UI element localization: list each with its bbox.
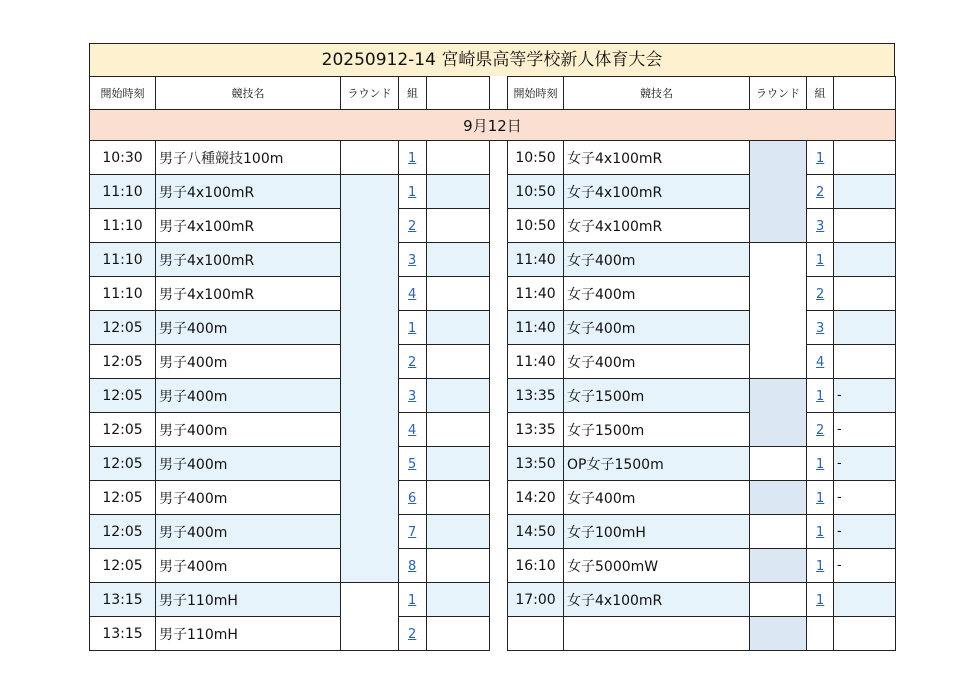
- group-cell: [399, 277, 427, 311]
- event-name: 男子400m: [156, 447, 341, 481]
- start-time: 12:05: [90, 549, 156, 583]
- note-cell: -: [834, 549, 896, 583]
- group-cell: [807, 447, 834, 481]
- start-time: 11:10: [90, 209, 156, 243]
- start-time: 10:50: [508, 141, 564, 175]
- note-cell: [427, 277, 490, 311]
- start-time: 11:40: [508, 311, 564, 345]
- event-name: 男子110mH: [156, 617, 341, 651]
- event-name: 女子4x100mR: [564, 209, 750, 243]
- group-cell: [399, 515, 427, 549]
- start-time: 10:30: [90, 141, 156, 175]
- group-link[interactable]: 1: [816, 490, 825, 506]
- start-time: 14:20: [508, 481, 564, 515]
- group-cell: [399, 345, 427, 379]
- start-time: 11:40: [508, 345, 564, 379]
- event-name: 男子4x100mR: [156, 277, 341, 311]
- start-time: 12:05: [90, 515, 156, 549]
- group-link[interactable]: 8: [408, 558, 417, 574]
- note-cell: [427, 583, 490, 617]
- group-cell: [807, 515, 834, 549]
- note-cell: [427, 379, 490, 413]
- group-cell: [399, 243, 427, 277]
- group-cell: [399, 379, 427, 413]
- table-row: [90, 243, 896, 277]
- group-cell: [807, 345, 834, 379]
- note-cell: -: [834, 447, 896, 481]
- group-cell: [807, 617, 834, 651]
- start-time: 11:10: [90, 175, 156, 209]
- event-name: 男子400m: [156, 379, 341, 413]
- group-link[interactable]: 1: [816, 252, 825, 268]
- group-cell: [807, 209, 834, 243]
- group-link[interactable]: 2: [816, 422, 825, 438]
- event-name: 女子400m: [564, 243, 750, 277]
- note-cell: -: [834, 481, 896, 515]
- table-row: [90, 617, 896, 651]
- column-separator: [490, 311, 508, 345]
- group-link[interactable]: 2: [816, 184, 825, 200]
- start-time: 11:10: [90, 277, 156, 311]
- event-name: 女子400m: [564, 481, 750, 515]
- start-time: 13:50: [508, 447, 564, 481]
- group-cell: [807, 311, 834, 345]
- start-time: 11:10: [90, 243, 156, 277]
- event-name: 男子400m: [156, 311, 341, 345]
- group-link[interactable]: 1: [408, 320, 417, 336]
- page-title: 20250912-14 宮崎県高等学校新人体育大会: [89, 43, 895, 76]
- table-row: [90, 515, 896, 549]
- table-row: [90, 583, 896, 617]
- note-cell: [427, 549, 490, 583]
- note-cell: [427, 243, 490, 277]
- start-time: 13:15: [90, 583, 156, 617]
- column-separator: [490, 413, 508, 447]
- event-name: 男子八種競技100m: [156, 141, 341, 175]
- group-cell: [399, 447, 427, 481]
- column-separator: [490, 345, 508, 379]
- event-name: OP女子1500m: [564, 447, 750, 481]
- group-cell: [399, 413, 427, 447]
- note-cell: [834, 141, 896, 175]
- header-time: 開始時刻: [508, 77, 564, 110]
- header-group: 組: [399, 77, 427, 110]
- header-note: [427, 77, 490, 110]
- start-time: 12:05: [90, 481, 156, 515]
- event-name: 男子400m: [156, 345, 341, 379]
- group-cell: [807, 413, 834, 447]
- column-separator: [490, 243, 508, 277]
- round-cell: [750, 379, 807, 447]
- group-link[interactable]: 1: [408, 184, 417, 200]
- round-cell: [750, 515, 807, 549]
- round-cell: [750, 583, 807, 617]
- start-time: 13:35: [508, 379, 564, 413]
- header-row: [90, 77, 896, 110]
- group-link[interactable]: 1: [816, 524, 825, 540]
- note-cell: [834, 277, 896, 311]
- group-cell: [399, 549, 427, 583]
- column-separator: [490, 515, 508, 549]
- round-cell: [341, 141, 399, 175]
- group-cell: [807, 481, 834, 515]
- group-cell: [807, 175, 834, 209]
- event-name: 女子4x100mR: [564, 583, 750, 617]
- start-time: 11:40: [508, 243, 564, 277]
- group-link[interactable]: 3: [408, 388, 417, 404]
- event-name: 男子4x100mR: [156, 175, 341, 209]
- table-row: [90, 379, 896, 413]
- round-cell: [341, 175, 399, 583]
- note-cell: -: [834, 515, 896, 549]
- start-time: 11:40: [508, 277, 564, 311]
- group-link[interactable]: 1: [408, 150, 417, 166]
- group-link[interactable]: 3: [816, 218, 825, 234]
- date-row: [90, 110, 896, 141]
- group-cell: [807, 549, 834, 583]
- group-link[interactable]: 6: [408, 490, 417, 506]
- schedule-body: [90, 77, 896, 651]
- group-link[interactable]: 3: [816, 320, 825, 336]
- round-cell: [750, 617, 807, 651]
- note-cell: -: [834, 413, 896, 447]
- group-link[interactable]: 1: [816, 388, 825, 404]
- note-cell: [427, 515, 490, 549]
- round-cell: [750, 141, 807, 243]
- event-name: [564, 617, 750, 651]
- group-link[interactable]: 2: [816, 286, 825, 302]
- group-cell: [399, 311, 427, 345]
- group-link[interactable]: 1: [816, 150, 825, 166]
- event-name: 男子4x100mR: [156, 209, 341, 243]
- header-group: 組: [807, 77, 834, 110]
- note-cell: [834, 175, 896, 209]
- group-link[interactable]: 3: [408, 252, 417, 268]
- group-link[interactable]: 2: [408, 354, 417, 370]
- round-cell: [750, 549, 807, 583]
- group-link[interactable]: 1: [816, 558, 825, 574]
- group-cell: [399, 141, 427, 175]
- event-name: 女子400m: [564, 345, 750, 379]
- group-link[interactable]: 1: [816, 456, 825, 472]
- group-link[interactable]: 1: [408, 592, 417, 608]
- column-separator: [490, 617, 508, 651]
- start-time: 10:50: [508, 175, 564, 209]
- start-time: 12:05: [90, 379, 156, 413]
- group-link[interactable]: 1: [816, 592, 825, 608]
- note-cell: [834, 209, 896, 243]
- start-time: 12:05: [90, 311, 156, 345]
- note-cell: [427, 447, 490, 481]
- group-cell: [807, 379, 834, 413]
- event-name: 女子1500m: [564, 413, 750, 447]
- group-cell: [399, 175, 427, 209]
- note-cell: [834, 243, 896, 277]
- event-name: 女子4x100mR: [564, 141, 750, 175]
- event-name: 女子5000mW: [564, 549, 750, 583]
- note-cell: [427, 617, 490, 651]
- group-cell: [807, 243, 834, 277]
- column-separator: [490, 277, 508, 311]
- note-cell: -: [834, 379, 896, 413]
- header-note: [834, 77, 896, 110]
- table-row: [90, 141, 896, 175]
- note-cell: [834, 583, 896, 617]
- start-time: 13:15: [90, 617, 156, 651]
- note-cell: [427, 413, 490, 447]
- column-separator: [490, 379, 508, 413]
- event-name: 男子400m: [156, 549, 341, 583]
- event-name: 男子400m: [156, 481, 341, 515]
- group-link[interactable]: 4: [408, 286, 417, 302]
- event-name: 男子110mH: [156, 583, 341, 617]
- group-cell: [807, 583, 834, 617]
- round-cell: [750, 447, 807, 481]
- start-time: 12:05: [90, 413, 156, 447]
- note-cell: [427, 481, 490, 515]
- event-name: 女子400m: [564, 311, 750, 345]
- event-name: 男子4x100mR: [156, 243, 341, 277]
- header-time: 開始時刻: [90, 77, 156, 110]
- note-cell: [427, 175, 490, 209]
- round-cell: [750, 243, 807, 379]
- start-time: 14:50: [508, 515, 564, 549]
- table-row: [90, 549, 896, 583]
- start-time: 12:05: [90, 447, 156, 481]
- column-separator: [490, 141, 508, 175]
- note-cell: [834, 311, 896, 345]
- round-cell: [341, 583, 399, 651]
- start-time: 16:10: [508, 549, 564, 583]
- group-link[interactable]: 4: [816, 354, 825, 370]
- group-link[interactable]: 5: [408, 456, 417, 472]
- column-separator: [490, 549, 508, 583]
- event-name: 女子400m: [564, 277, 750, 311]
- column-separator: [490, 209, 508, 243]
- group-link[interactable]: 7: [408, 524, 417, 540]
- event-name: 男子400m: [156, 515, 341, 549]
- group-cell: [399, 481, 427, 515]
- note-cell: [834, 345, 896, 379]
- start-time: 10:50: [508, 209, 564, 243]
- start-time: 12:05: [90, 345, 156, 379]
- note-cell: [427, 311, 490, 345]
- date-label: 9月12日: [90, 110, 896, 141]
- header-event: 競技名: [156, 77, 341, 110]
- event-name: 女子1500m: [564, 379, 750, 413]
- group-link[interactable]: 2: [408, 218, 417, 234]
- note-cell: [427, 141, 490, 175]
- event-name: 男子400m: [156, 413, 341, 447]
- column-separator: [490, 481, 508, 515]
- start-time: 17:00: [508, 583, 564, 617]
- note-cell: [834, 617, 896, 651]
- table-row: [90, 447, 896, 481]
- group-link[interactable]: 4: [408, 422, 417, 438]
- header-event: 競技名: [564, 77, 750, 110]
- schedule-sheet: [89, 43, 895, 651]
- column-separator: [490, 175, 508, 209]
- group-cell: [399, 583, 427, 617]
- group-cell: [807, 277, 834, 311]
- column-separator: [490, 447, 508, 481]
- table-row: [90, 481, 896, 515]
- header-round: ラウンド: [341, 77, 399, 110]
- group-cell: [399, 209, 427, 243]
- start-time: 13:35: [508, 413, 564, 447]
- group-cell: [807, 141, 834, 175]
- note-cell: [427, 345, 490, 379]
- round-cell: [750, 481, 807, 515]
- event-name: 女子4x100mR: [564, 175, 750, 209]
- header-round: ラウンド: [750, 77, 807, 110]
- start-time: [508, 617, 564, 651]
- column-separator: [490, 77, 508, 110]
- note-cell: [427, 209, 490, 243]
- group-link[interactable]: 2: [408, 626, 417, 642]
- column-separator: [490, 583, 508, 617]
- group-cell: [399, 617, 427, 651]
- schedule-table: [89, 76, 896, 651]
- event-name: 女子100mH: [564, 515, 750, 549]
